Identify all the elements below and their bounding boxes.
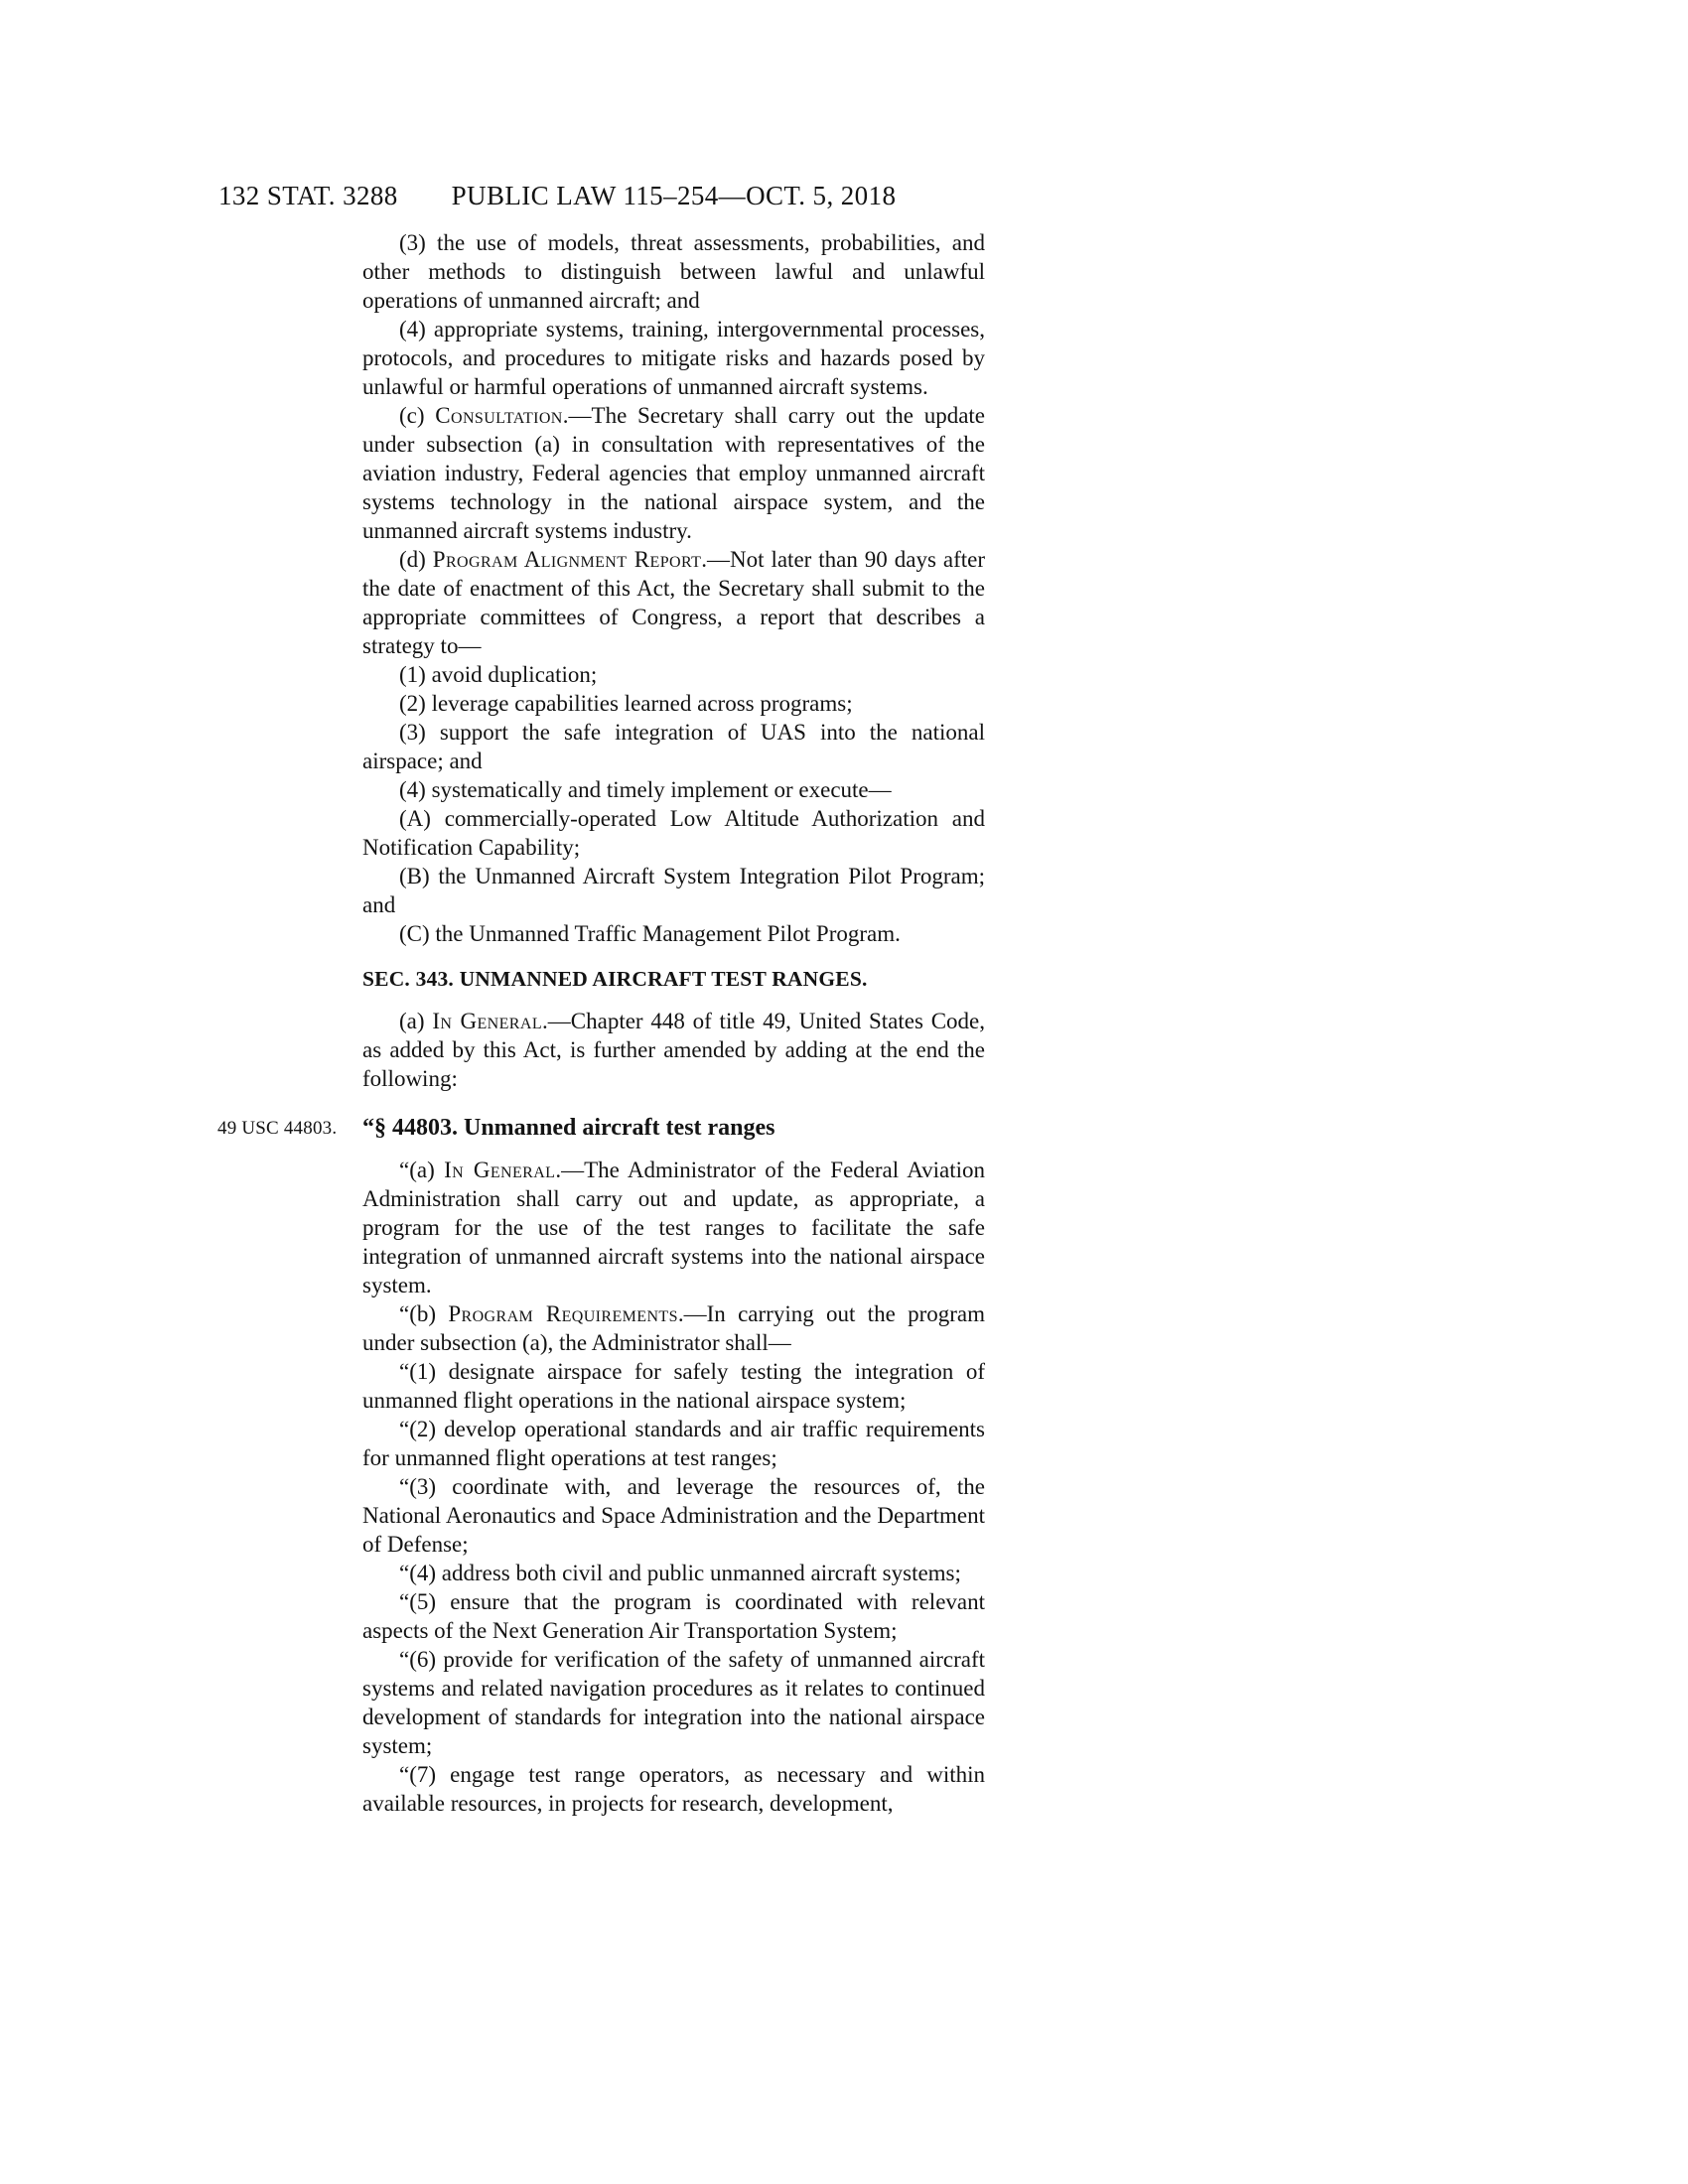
- paragraph-b4: (4) appropriate systems, training, intergovernmental processes, protocols, and procedures to mitigate risks and hazards posed by unlawful or harmful operations of unmanned aircraft systems.: [362, 317, 985, 399]
- paragraph-d-program-alignment-report: [362, 545, 985, 660]
- paragraph-44803b5: “(5) ensure that the program is coordinated with relevant aspects of the Next Generation Air Transportation System;: [362, 1589, 985, 1643]
- enum-label: “(b): [399, 1301, 449, 1326]
- paragraph-d4B: (B) the Unmanned Aircraft System Integration Pilot Program; and: [362, 864, 985, 917]
- paragraph-d4A: (A) commercially-operated Low Altitude Authorization and Notification Capability;: [362, 806, 985, 860]
- paragraph-c-consultation: [362, 401, 985, 545]
- statute-text-column: [217, 228, 985, 1818]
- heading-text: “§ 44803. Unmanned aircraft test ranges: [362, 1115, 775, 1141]
- paragraph-d1: (1) avoid duplication;: [399, 662, 598, 687]
- paragraph-b3: (3) the use of models, threat assessments, probabilities, and other methods to distinguish between lawful and unlawful operations of unmanned aircraft; and: [362, 230, 985, 313]
- paragraph-text: .—Not later than 90 days after the date of enactment of this Act, the Secretary shall submit to the appropriate committees of Congress, a report that describes a strategy to—: [362, 547, 985, 658]
- page-header: [218, 181, 985, 214]
- smallcaps-program-alignment-report: Program Alignment Report: [432, 547, 702, 572]
- enum-label: (c): [399, 403, 436, 428]
- paragraph-44803b3: “(3) coordinate with, and leverage the resources of, the National Aeronautics and Space Administration and the Department of Defense;: [362, 1474, 985, 1557]
- law-header-title: PUBLIC LAW 115–254—OCT. 5, 2018: [451, 181, 897, 210]
- paragraph-44803b2: “(2) develop operational standards and air traffic requirements for unmanned flight operations at test ranges;: [362, 1417, 985, 1470]
- paragraph-44803b6: “(6) provide for verification of the safety of unmanned aircraft systems and related navigation procedures as it relates to continued development of standards for integration into the national airspace system;: [362, 1647, 985, 1758]
- smallcaps-in-general: In General: [444, 1158, 556, 1182]
- smallcaps-consultation: Consultation: [435, 403, 563, 428]
- paragraph-44803b4: “(4) address both civil and public unmanned aircraft systems;: [399, 1561, 961, 1585]
- paragraph-44803b7: “(7) engage test range operators, as necessary and within available resources, in projects for research, development,: [362, 1762, 985, 1816]
- paragraph-text: .—Chapter 448 of title 49, United States Code, as added by this Act, is further amended by adding at the end the following:: [362, 1009, 985, 1091]
- sec-343-heading: SEC. 343. UNMANNED AIRCRAFT TEST RANGES.: [362, 967, 868, 991]
- smallcaps-program-requirements: Program Requirements: [448, 1301, 678, 1326]
- paragraph-d3: (3) support the safe integration of UAS into the national airspace; and: [362, 720, 985, 773]
- paragraph-d4: (4) systematically and timely implement or execute—: [399, 777, 892, 802]
- paragraph-44803b1: “(1) designate airspace for safely testing the integration of unmanned flight operations in the national airspace system;: [362, 1359, 985, 1413]
- smallcaps-in-general: In General: [432, 1009, 543, 1033]
- paragraph-d2: (2) leverage capabilities learned across programs;: [399, 691, 853, 716]
- paragraph-text: .—The Administrator of the Federal Aviation Administration shall carry out and update, as appropriate, a program for the use of the test ranges to facilitate the safe integration of unmanned aircraft systems into the national airspace system.: [362, 1158, 985, 1297]
- enum-label: (a): [399, 1009, 433, 1033]
- paragraph-44803b-program-requirements: [362, 1299, 985, 1357]
- paragraph-text: .—In carrying out the program under subsection (a), the Administrator shall—: [362, 1301, 985, 1355]
- paragraph-44803a-in-general: [362, 1156, 985, 1299]
- section-44803-heading: [217, 1114, 985, 1143]
- enum-label: “(a): [399, 1158, 445, 1182]
- paragraph-text: .—The Secretary shall carry out the update under subsection (a) in consultation with representatives of the aviation industry, Federal agencies that employ unmanned aircraft systems technology in the national airspace system, and the unmanned aircraft systems industry.: [362, 403, 985, 543]
- margin-note-49-usc-44803: 49 USC 44803.: [217, 1118, 338, 1139]
- stat-page-number: 132 STAT. 3288: [218, 181, 398, 210]
- paragraph-d4C: (C) the Unmanned Traffic Management Pilot Program.: [399, 921, 901, 946]
- enum-label: (d): [399, 547, 433, 572]
- paragraph-343a-in-general: [362, 1007, 985, 1093]
